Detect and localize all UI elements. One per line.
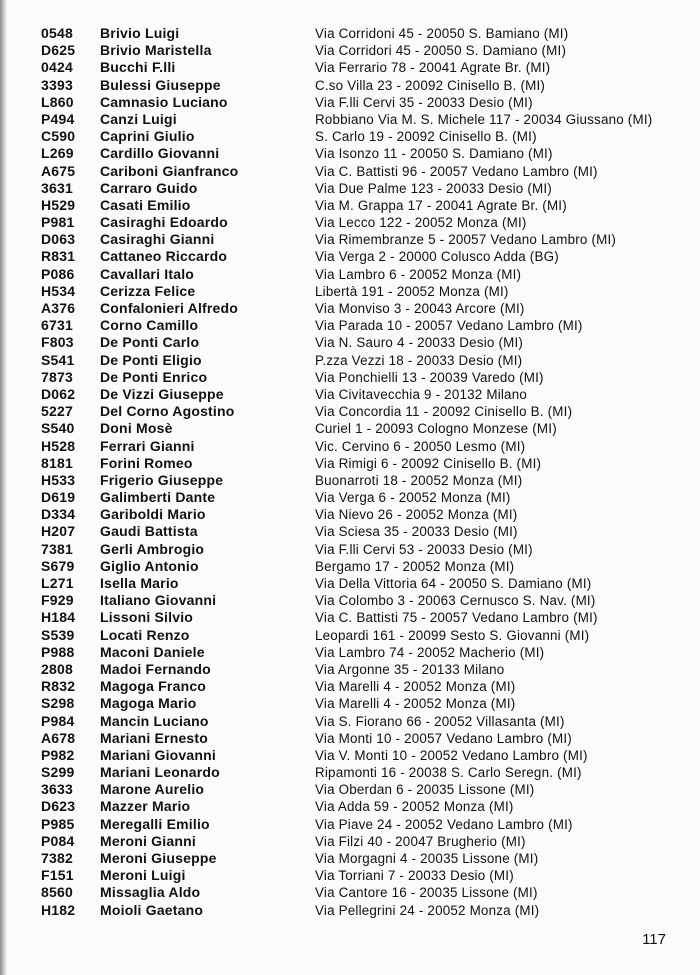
entry-address: Via Monti 10 - 20057 Vedano Lambro (MI) [315,730,572,746]
entry-name: Isella Mario [100,575,179,591]
entry-code: F929 [41,592,74,609]
entry-address: Via Sciesa 35 - 20033 Desio (MI) [315,524,518,540]
entry-name: De Vizzi Giuseppe [100,385,224,402]
entry-code: D619 [41,489,76,506]
list-item [0,833,700,850]
entry-code: 3393 [41,76,73,93]
entry-code: F803 [41,334,74,351]
entry-name: Cattaneo Riccardo [100,248,228,265]
entry-code: H528 [41,437,76,454]
list-item [0,661,700,678]
entry-name: Caprini Giulio [100,128,195,145]
entry-code: H207 [41,523,76,540]
entry-address: Via Lecco 122 - 20052 Monza (MI) [315,215,527,231]
entry-code: 0424 [41,59,73,76]
list-item [0,695,700,712]
list-item [0,798,700,815]
entry-name: Giglio Antonio [100,557,199,574]
entry-name: Locati Renzo [100,626,190,643]
list-item [0,644,700,661]
entry-code: D063 [41,231,76,248]
list-item [0,592,700,609]
entry-address: Robbiano Via M. S. Michele 117 - 20034 Giussano (MI) [315,111,653,127]
entry-address: Via Lambro 6 - 20052 Monza (MI) [315,266,522,282]
list-item [0,317,700,334]
list-item [0,489,700,506]
list-item [0,472,700,489]
entry-name: Corno Camillo [100,317,199,334]
entry-code: A678 [41,729,76,746]
entry-address: Via Ponchielli 13 - 20039 Varedo (MI) [315,369,544,385]
list-item [0,816,700,833]
list-item [0,867,700,884]
list-item [0,42,700,59]
entry-address: Via Colombo 3 - 20063 Cernusco S. Nav. (MI) [315,593,596,609]
list-item [0,420,700,437]
entry-address: S. Carlo 19 - 20092 Cinisello B. (MI) [315,129,537,145]
entry-code: 5227 [41,403,73,420]
entry-name: Doni Mosè [100,420,173,437]
entry-code: P086 [41,265,75,282]
entry-name: Madoi Fernando [100,660,211,677]
entry-name: Casati Emilio [100,196,191,213]
entry-code: P982 [41,746,75,763]
entry-name: Bucchi F.lli [100,59,176,76]
entry-address: Via Isonzo 11 - 20050 S. Damiano (MI) [315,146,553,162]
entry-address: Leopardi 161 - 20099 Sesto S. Giovanni (MI) [315,627,590,643]
entry-address: Via Due Palme 123 - 20033 Desio (MI) [315,180,552,196]
entry-address: Via Argonne 35 - 20133 Milano [315,661,505,677]
entry-name: Canzi Luigi [100,110,177,127]
entry-address: Via Morgagni 4 - 20035 Lissone (MI) [315,851,539,866]
entry-code: 7381 [41,540,73,557]
entry-name: Brivio Luigi [100,25,180,41]
entry-code: 7873 [41,368,73,385]
entry-name: Lissoni Silvio [100,609,194,626]
entry-address: Via F.lli Cervi 53 - 20033 Desio (MI) [315,541,533,557]
entry-code: P988 [41,643,75,660]
entry-name: Mancin Luciano [100,712,209,729]
entry-address: Via N. Sauro 4 - 20033 Desio (MI) [315,335,524,351]
entry-code: S539 [41,626,75,643]
entry-name: Mariani Giovanni [100,746,216,763]
entry-code: R832 [41,678,76,695]
entry-name: Cerizza Felice [100,282,196,299]
list-item [0,77,700,94]
entry-address: C.so Villa 23 - 20092 Cinisello B. (MI) [315,77,546,93]
list-item [0,197,700,214]
entry-code: 7382 [41,850,73,866]
list-item [0,575,700,592]
entry-code: A376 [41,300,76,316]
entry-code: L269 [41,145,74,162]
entry-address: Via C. Battisti 96 - 20057 Vedano Lambro (MI) [315,163,598,179]
list-item [0,438,700,455]
entry-address: Via Ferrario 78 - 20041 Agrate Br. (MI) [315,60,551,76]
entry-address: Via F.lli Cervi 35 - 20033 Desio (MI) [315,94,533,110]
list-item [0,111,700,128]
entry-address: Via Rimigi 6 - 20092 Cinisello B. (MI) [315,455,542,471]
entry-address: Via Marelli 4 - 20052 Monza (MI) [315,679,516,695]
list-item [0,163,700,180]
list-item [0,541,700,558]
entry-name: Cavallari Italo [100,265,195,282]
entry-name: Camnasio Luciano [100,93,228,110]
entry-address: Via Cantore 16 - 20035 Lissone (MI) [315,885,538,901]
entry-name: Meregalli Emilio [100,815,210,832]
entry-code: F151 [41,867,74,884]
entry-address: Via Torriani 7 - 20033 Desio (MI) [315,868,514,884]
list-item [0,145,700,162]
list-item [0,59,700,76]
list-item [0,300,700,317]
entry-address: Via Marelli 4 - 20052 Monza (MI) [315,696,516,712]
entry-name: Moioli Gaetano [100,901,204,918]
entry-address: Ripamonti 16 - 20038 S. Carlo Seregn. (MI) [315,765,582,781]
entry-code: D625 [41,42,76,59]
list-item [0,781,700,798]
entry-address: Curiel 1 - 20093 Cologno Monzese (MI) [315,421,557,437]
entry-code: S679 [41,557,75,574]
entry-code: P981 [41,214,75,231]
list-item [0,523,700,540]
entry-name: De Ponti Carlo [100,334,200,351]
list-item [0,25,700,42]
entry-name: Bulessi Giuseppe [100,76,221,93]
list-item [0,902,700,919]
entry-code: R831 [41,248,76,265]
entry-code: C590 [41,128,76,145]
list-item [0,455,700,472]
entry-address: Via Rimembranze 5 - 20057 Vedano Lambro (MI) [315,232,617,248]
list-item [0,747,700,764]
entry-code: 0548 [41,25,73,41]
list-item [0,713,700,730]
entry-address: Via Verga 6 - 20052 Monza (MI) [315,490,511,506]
entry-address: Via Filzi 40 - 20047 Brugherio (MI) [315,833,526,849]
list-item [0,764,700,781]
entry-name: Gerli Ambrogio [100,540,205,557]
entry-name: Italiano Giovanni [100,592,217,609]
entry-name: Marone Aurelio [100,781,205,798]
entry-code: L271 [41,575,74,591]
list-item [0,386,700,403]
entry-code: P494 [41,110,75,127]
entry-code: S540 [41,420,75,437]
entry-code: 3633 [41,781,73,798]
entry-address: Via Parada 10 - 20057 Vedano Lambro (MI) [315,318,583,334]
list-item [0,231,700,248]
entry-address: Via Nievo 26 - 20052 Monza (MI) [315,507,518,523]
entry-address: Via Corridori 45 - 20050 S. Damiano (MI) [315,43,567,59]
list-item [0,180,700,197]
entry-name: Del Corno Agostino [100,403,235,420]
entry-name: Mariani Leonardo [100,764,220,781]
entry-code: D062 [41,385,76,402]
page-number: 117 [642,931,666,948]
entry-name: Meroni Giuseppe [100,850,217,866]
entry-address: Via Monviso 3 - 20043 Arcore (MI) [315,301,525,316]
entry-code: H534 [41,282,76,299]
entry-name: Casiraghi Gianni [100,231,215,248]
entry-code: 3631 [41,179,73,196]
list-item [0,558,700,575]
list-item [0,128,700,145]
list-item [0,850,700,867]
list-item [0,678,700,695]
list-item [0,506,700,523]
entry-address: Via V. Monti 10 - 20052 Vedano Lambro (MI) [315,747,588,763]
directory-list [0,25,700,919]
entry-code: A675 [41,162,76,179]
entry-name: Ferrari Gianni [100,437,195,454]
entry-name: Gaudi Battista [100,523,198,540]
entry-code: 6731 [41,317,73,334]
entry-code: H533 [41,471,76,488]
entry-name: Cardillo Giovanni [100,145,220,162]
entry-name: De Ponti Enrico [100,368,208,385]
entry-code: L860 [41,93,74,110]
entry-name: Magoga Franco [100,678,207,695]
entry-code: H529 [41,196,76,213]
list-item [0,248,700,265]
entry-name: Confalonieri Alfredo [100,300,239,316]
entry-address: Via Corridoni 45 - 20050 S. Bamiano (MI) [315,26,569,41]
entry-name: Casiraghi Edoardo [100,214,228,231]
entry-name: Mariani Ernesto [100,729,209,746]
entry-code: D334 [41,506,76,523]
entry-address: Via Verga 2 - 20000 Colusco Adda (BG) [315,249,559,265]
entry-name: Meroni Luigi [100,867,186,884]
entry-code: H182 [41,901,76,918]
entry-address: Libertà 191 - 20052 Monza (MI) [315,283,509,299]
entry-address: P.zza Vezzi 18 - 20033 Desio (MI) [315,352,523,368]
list-item [0,627,700,644]
entry-address: Via Oberdan 6 - 20035 Lissone (MI) [315,782,535,798]
entry-name: Meroni Gianni [100,832,196,849]
entry-address: Via S. Fiorano 66 - 20052 Villasanta (MI) [315,713,565,729]
entry-address: Via Civitavecchia 9 - 20132 Milano [315,386,527,402]
entry-name: De Ponti Eligio [100,351,202,368]
entry-name: Gariboldi Mario [100,506,206,523]
entry-code: P084 [41,832,75,849]
list-item [0,214,700,231]
list-item [0,266,700,283]
entry-address: Via Della Vittoria 64 - 20050 S. Damiano (MI) [315,576,592,591]
list-item [0,403,700,420]
entry-address: Via C. Battisti 75 - 20057 Vedano Lambro (MI) [315,610,598,626]
entry-name: Magoga Mario [100,695,197,712]
entry-name: Maconi Daniele [100,643,205,660]
entry-code: S299 [41,764,75,781]
entry-address: Via Lambro 74 - 20052 Macherio (MI) [315,644,545,660]
entry-address: Vic. Cervino 6 - 20050 Lesmo (MI) [315,438,526,454]
entry-address: Buonarroti 18 - 20052 Monza (MI) [315,472,523,488]
entry-code: 2808 [41,660,73,677]
entry-name: Missaglia Aldo [100,884,201,901]
list-item [0,609,700,626]
list-item [0,283,700,300]
entry-code: S541 [41,351,75,368]
entry-code: P985 [41,815,75,832]
entry-code: D623 [41,798,76,815]
entry-name: Cariboni Gianfranco [100,162,239,179]
entry-address: Via Pellegrini 24 - 20052 Monza (MI) [315,902,540,918]
entry-code: 8560 [41,884,73,901]
entry-name: Galimberti Dante [100,489,216,506]
entry-name: Frigerio Giuseppe [100,471,224,488]
list-item [0,730,700,747]
entry-code: 8181 [41,454,73,471]
entry-address: Via Concordia 11 - 20092 Cinisello B. (MI) [315,404,573,420]
list-item [0,94,700,111]
entry-name: Brivio Maristella [100,42,212,59]
entry-address: Via Piave 24 - 20052 Vedano Lambro (MI) [315,816,573,832]
list-item [0,352,700,369]
entry-name: Forini Romeo [100,454,193,471]
entry-code: P984 [41,712,75,729]
list-item [0,369,700,386]
list-item [0,334,700,351]
entry-code: H184 [41,609,76,626]
entry-address: Bergamo 17 - 20052 Monza (MI) [315,558,515,574]
entry-code: S298 [41,695,75,712]
entry-address: Via M. Grappa 17 - 20041 Agrate Br. (MI) [315,197,567,213]
entry-name: Carraro Guido [100,179,198,196]
entry-name: Mazzer Mario [100,798,191,815]
entry-address: Via Adda 59 - 20052 Monza (MI) [315,799,514,815]
list-item [0,884,700,901]
